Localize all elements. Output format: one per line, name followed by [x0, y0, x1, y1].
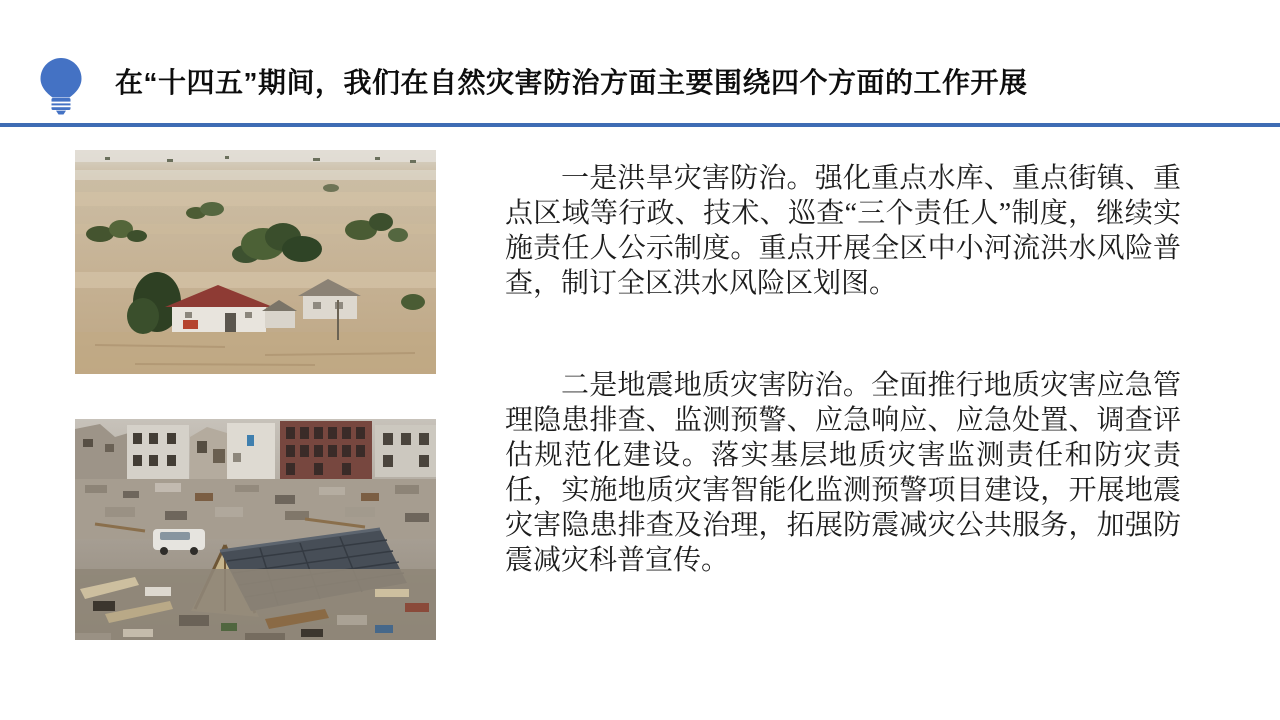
foreground-debris	[75, 569, 436, 640]
flood-photo	[75, 150, 436, 374]
title-divider-line	[0, 123, 1280, 127]
paragraph-flood-drought: 一是洪旱灾害防治。强化重点水库、重点街镇、重点区域等行政、技术、巡查“三个责任人”制度，继续实施责任人公示制度。重点开展全区中小河流洪水风险普查，制订全区洪水风险区划图。	[505, 163, 1181, 299]
lightbulb-icon	[38, 57, 84, 115]
rubble-field	[75, 479, 436, 539]
earthquake-photo	[75, 419, 436, 640]
ruined-buildings	[75, 421, 436, 484]
paragraph-earthquake-geo: 二是地震地质灾害防治。全面推行地质灾害应急管理隐患排查、监测预警、应急响应、应急处置、调查评估规范化建设。落实基层地质灾害监测责任和防灾责任，实施地质灾害智能化监测预警项目建设，开展地震灾害隐患排查及治理，拓展防震减灾公共服务，加强防震减灾科普宣传。	[505, 370, 1181, 576]
flood-photo-svg	[75, 150, 436, 374]
earthquake-photo-svg	[75, 419, 436, 640]
body-text-column	[505, 161, 1181, 578]
page-title: 在“十四五”期间，我们在自然灾害防治方面主要围绕四个方面的工作开展	[115, 67, 1028, 98]
lightbulb-icon-svg	[38, 57, 84, 115]
